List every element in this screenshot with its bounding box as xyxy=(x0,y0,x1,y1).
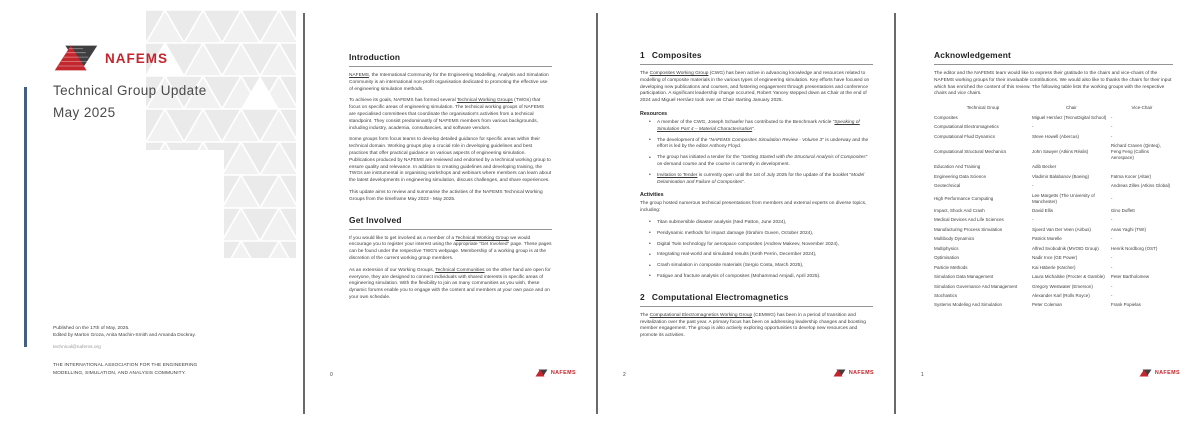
triangle-pattern-decoration xyxy=(146,10,296,260)
vice-chair-cell: - xyxy=(1110,283,1113,289)
table-row xyxy=(934,132,1173,141)
table-row xyxy=(934,191,1173,206)
introduction-page xyxy=(305,0,596,434)
column-header-chair: Chair xyxy=(1066,105,1077,111)
resources-bullet-list xyxy=(640,120,873,186)
bullet-item xyxy=(657,220,873,227)
group-cell: Simulation Governance And Management xyxy=(934,283,1018,289)
published-line: Published on the 17th of May, 2025. xyxy=(53,326,130,331)
nafems-logo-icon xyxy=(53,44,99,72)
link[interactable]: NAFEMS xyxy=(349,73,369,78)
chair-cell: David Ellis xyxy=(1031,208,1053,214)
group-cell: Engineering Data Science xyxy=(934,173,987,179)
chair-cell: - xyxy=(1031,183,1034,189)
edited-line: Edited by Marton Groza, Anita Machin-Smith and Amanda Dockray. xyxy=(53,333,196,339)
nafems-logo-icon xyxy=(1139,369,1152,377)
link[interactable]: Composites Working Group xyxy=(649,71,709,76)
vice-chair-cell: - xyxy=(1110,236,1113,242)
group-cell: Systems Modeling And Simulation xyxy=(934,302,1003,308)
vice-chair-cell: Andreas Zilles (Atkins Global) xyxy=(1110,183,1171,189)
section-title: Composites xyxy=(651,50,702,60)
paragraph: If you would like to get involved as a member of a Technical Working Group we would encourage you to register your interest using the appropriate "Get Involved" page. These pages can be found under the respective TWG's webpage. Membership of a working group is at the discretion of the current working group members. xyxy=(349,235,552,261)
chair-cell: Vladimir Balabanov (Boeing) xyxy=(1031,173,1090,179)
page-number: 2 xyxy=(623,372,626,378)
subheading-resources: Resources xyxy=(640,110,668,117)
chairs-table xyxy=(934,103,1173,310)
table-row xyxy=(934,301,1173,310)
section-heading-introduction: Introduction xyxy=(349,52,552,67)
paragraph: The Composites Working Group (CWG) has been active in advancing knowledge and resources related to modelling of composite materials in the various types of engineering simulation. Key efforts have focused on developing new publications and courses, and fostering engagement through presentations and conference participation. A significant leadership change occurred, Robert Yancey stepped down as Chair at the end of 2024 and Miguel Herráez took over as Chair starting January 2025. xyxy=(640,71,870,104)
bullet-text: Crash simulation in composite materials (Sergio Costa, March 2025), xyxy=(657,263,804,269)
table-row xyxy=(934,206,1173,215)
group-cell: Manufacturing Process Simulation xyxy=(934,226,1003,232)
chair-cell: Alexander Karl (Rolls Royce) xyxy=(1031,292,1090,298)
chair-cell: Adib Becker xyxy=(1031,164,1057,170)
section-heading-computational-electromagnetics xyxy=(640,292,873,307)
group-cell: Multibody Dynamics xyxy=(934,236,975,242)
paragraph: As an extension of our Working Groups, Technical Communities on the other hand are open for everyone, they are designed to connect individuals with shared interests in specific areas of engineering simulation. With the flexibility to join as many communities as you wish, these dynamic forums enable you to engage with the content and members at your own pace and on your own schedule. xyxy=(349,267,551,300)
footer-logo xyxy=(535,369,576,377)
table-row xyxy=(934,123,1173,132)
table-row xyxy=(934,142,1173,163)
chair-cell: Miguel Herráez (TecnoDigital School) xyxy=(1031,114,1107,120)
footer-logo xyxy=(833,369,874,377)
chair-cell: Lee Margetts (The University of Manchester) xyxy=(1031,192,1095,204)
section-title: Computational Electromagnetics xyxy=(651,291,789,302)
chair-cell: Gregory Westwater (Emerson) xyxy=(1031,283,1093,289)
cover-page xyxy=(0,0,296,434)
group-cell: Education And Training xyxy=(934,164,981,170)
nafems-logo xyxy=(53,44,168,72)
table-row xyxy=(934,291,1173,300)
vice-chair-cell: Frank Popielas xyxy=(1110,302,1141,308)
link[interactable]: Speaking of Simulation Part 4 – Material Characterisation xyxy=(657,119,860,132)
bullet-item xyxy=(657,263,873,270)
table-row xyxy=(934,163,1173,172)
bullet-text: Invitation to Tender is currently open until the 1st of July 2025 for the update of the booklet "Model Delamination and Failure of Composites". xyxy=(657,172,865,185)
link[interactable]: Technical Working Groups xyxy=(456,98,513,104)
group-cell: Optimisation xyxy=(934,255,960,261)
bullet-text: Titan submersible disaster analysis (Ned Patton, June 2024), xyxy=(657,219,787,225)
bullet-text: Fatigue and fracture analysis of composites (Mohammad Amjadi, April 2025). xyxy=(657,273,821,279)
link[interactable]: Technical Working Group xyxy=(455,235,509,241)
nafems-wordmark: NAFEMS xyxy=(848,370,874,376)
contact-email-link[interactable]: technical@nafems.org xyxy=(53,344,101,350)
group-cell: Computational Structural Mechanics xyxy=(934,149,1007,155)
page-number: 0 xyxy=(330,372,333,378)
table-row xyxy=(934,272,1173,281)
section-heading-composites xyxy=(640,50,873,65)
group-cell: Simulation Data Management xyxy=(934,274,994,280)
chair-cell: Patrick Morelle xyxy=(1031,236,1062,242)
vice-chair-cell xyxy=(1111,163,1173,172)
cover-footer xyxy=(53,325,223,377)
group-cell: Computational Fluid Dynamics xyxy=(934,133,996,139)
bullet-text: A member of the CWG, Joseph Schaefer has contributed to the Benchmark Article "Speaking of Simulation Part 4 – Material Characterisation". xyxy=(657,119,860,132)
paragraph: The Computational Electromagnetics Working Group (CEMWG) has been in a period of transition and revitalization over the past year. A primary focus has been on addressing leadership changes and boosting member engagement. The group is also actively exploring opportunities to develop new resources and promote its activities. xyxy=(640,312,866,339)
nafems-logo-icon xyxy=(833,369,846,377)
column-header-technical-group: Technical Group xyxy=(966,105,1000,111)
bullet-item xyxy=(657,138,873,152)
cover-accent-bar xyxy=(24,87,27,347)
subheading-activities: Activities xyxy=(640,192,664,199)
group-cell: Medical Devices And Life Sciences xyxy=(934,217,1004,223)
table-row xyxy=(934,172,1173,181)
vice-chair-cell: Richard Craven (Qinteq), Feng Feng (Collins Aerospace) xyxy=(1110,143,1161,160)
section-number: 2 xyxy=(640,291,645,302)
group-cell: Particle Methods xyxy=(934,264,968,270)
nafems-wordmark: NAFEMS xyxy=(550,370,576,376)
section-number: 1 xyxy=(640,50,645,60)
page-number: 1 xyxy=(921,372,924,378)
group-cell: High Performance Computing xyxy=(934,195,994,201)
document-title xyxy=(53,80,207,124)
table-row xyxy=(934,225,1173,234)
nafems-wordmark: NAFEMS xyxy=(1154,370,1180,376)
paragraph: This update aims to review and summarise the activities of the NAFEMS Technical Working Groups from the timeframe May 2023 - May 2025. xyxy=(349,189,543,202)
group-cell: Stochastics xyxy=(934,292,958,298)
paragraph: Some groups form focus teams to develop detailed guidance for specific areas within their technical domain. Working groups play a crucial role in developing guidelines and best practices that offer practical guidance on various aspects of engineering simulation. Publications produced by NAFEMS are reviewed and endorsed by a technical working group to ensure quality and relevance. In addition to creating guidelines and developing training, the TWGs are instrumental in organising workshops and webinars where members can learn about the latest developments in engineering simulation, discuss challenges, and share experiences. xyxy=(349,137,552,184)
vice-chair-cell: - xyxy=(1110,114,1113,120)
table-row xyxy=(934,216,1173,225)
chair-cell: - xyxy=(1031,217,1034,223)
group-cell: Multiphysics xyxy=(934,245,959,251)
table-row xyxy=(934,263,1173,272)
table-header-row xyxy=(934,103,1173,113)
link[interactable]: Technical Communities xyxy=(435,267,485,273)
chair-cell: John Sawyer (Atkins Réalis) xyxy=(1031,149,1089,155)
chair-cell: - xyxy=(1031,124,1034,130)
nafems-logo-icon xyxy=(535,369,548,377)
section-heading-acknowledgement: Acknowledgement xyxy=(934,50,1173,65)
bullet-text: Digital Twin technology for aerospace composites (Andrew Makeev, November 2024), xyxy=(657,241,839,247)
table-row xyxy=(934,235,1173,244)
vice-chair-cell: - xyxy=(1110,124,1113,130)
activities-bullet-list xyxy=(640,220,873,281)
vice-chair-cell: Fatma Kocer (Altair) xyxy=(1110,173,1152,179)
chair-cell: Steve Howell (Abercus) xyxy=(1031,133,1080,139)
column-header-vice-chair: Vice-Chair xyxy=(1131,105,1153,111)
table-row xyxy=(934,253,1173,262)
nafems-wordmark: NAFEMS xyxy=(105,50,168,66)
vice-chair-cell: - xyxy=(1110,217,1113,223)
acknowledgement-page xyxy=(896,0,1200,434)
bullet-item xyxy=(657,231,873,238)
table-row xyxy=(934,282,1173,291)
chair-cell: Kai Häberle (Kärcher) xyxy=(1031,264,1076,270)
bullet-text: Integrating real-world and simulated results (Keith Perrin, December 2024), xyxy=(657,252,817,258)
table-row xyxy=(934,244,1173,253)
vice-chair-cell: - xyxy=(1110,195,1113,201)
title-line-1: Technical Group Update xyxy=(53,83,207,98)
vice-chair-cell: Henrik Nordborg (OST) xyxy=(1110,245,1158,251)
group-cell: Computational Electromagnetics xyxy=(934,124,999,130)
bullet-item xyxy=(657,173,873,187)
group-cell: Geotechnical xyxy=(934,183,961,189)
vice-chair-cell: - xyxy=(1110,264,1113,270)
bullet-item xyxy=(657,242,873,249)
chair-cell: Sjoerd Van Der Veen (Airbus) xyxy=(1031,226,1091,232)
bullet-item xyxy=(657,252,873,259)
chair-cell: Laura Michalske (Procter & Gamble) xyxy=(1031,274,1105,280)
vice-chair-cell: Gino Duffett xyxy=(1110,208,1135,214)
vice-chair-cell: Anas Yaghi (TWI) xyxy=(1110,226,1146,232)
chair-cell: Nadir Ince (GE Power) xyxy=(1031,255,1078,261)
composites-page xyxy=(598,0,894,434)
link[interactable]: Invitation to Tender xyxy=(657,172,698,178)
link[interactable]: Computational Electromagnetics Working Group xyxy=(649,312,753,318)
vice-chair-cell: - xyxy=(1110,255,1113,261)
bullet-item xyxy=(657,274,873,281)
group-cell: Impact, Shock And Crash xyxy=(934,208,985,214)
association-tagline: THE INTERNATIONAL ASSOCIATION FOR THE ENGINEERING MODELLING, SIMULATION, AND ANALYSIS COMMUNITY. xyxy=(53,363,198,376)
paragraph: NAFEMS, the International Community for the Engineering Modelling, Analysis and Simulation Community is an international non-profit organisation dedicated to promoting the effective use of engineering simulation methods. xyxy=(349,73,549,92)
bullet-item xyxy=(657,155,873,169)
group-cell: Composites xyxy=(934,114,958,120)
section-heading-get-involved: Get Involved xyxy=(349,215,552,230)
bullet-text: The development of the "NAFEMS Composites Simulation Review - Volume 3" is underway and the effort is led by the editor Anthony Floyd. xyxy=(657,137,869,150)
bullet-text: The group has initiated a tender for the "Getting Started with the Structural Analysis of Composites" on-demand course and the course is currently in development. xyxy=(657,155,868,167)
paragraph: The group hosted numerous technical presentations from members and external experts on diverse topics, including: xyxy=(640,201,867,214)
vice-chair-cell: - xyxy=(1110,292,1113,298)
chair-cell: Peter Coleman xyxy=(1031,302,1062,308)
vice-chair-cell: - xyxy=(1110,133,1113,139)
bullet-item xyxy=(657,120,873,134)
paragraph: To achieve its goals, NAFEMS has formed several Technical Working Groups (TWGs) that focus on specific areas of engineering simulation. The technical working groups of NAFEMS are specialised committees that coordinate the organisation's activities from a technical standpoint. They consist predominantly of NAFEMS members from various backgrounds, including industry, academia, consultancies, and software vendors. xyxy=(349,98,545,131)
footer-logo xyxy=(1139,369,1180,377)
table-row xyxy=(934,113,1173,122)
bullet-text: Peridynamic methods for impact damage (Ibrahim Guven, October 2024), xyxy=(657,230,814,236)
vice-chair-cell: Peter Bartholomew xyxy=(1110,274,1150,280)
table-row xyxy=(934,182,1173,191)
chair-cell: Alfred Svobodnik (MVOID Group) xyxy=(1031,245,1099,251)
title-line-2: May 2025 xyxy=(53,105,116,120)
paragraph: The editor and the NAFEMS team would like to express their gratitude to the chairs and vice-chairs of the NAFEMS working groups for their invaluable contributions. We would also like to thanks the chairs for their input which has enriched the content of this review. The following table lists the working groups with the respective chairs and vice chairs. xyxy=(934,71,1172,97)
